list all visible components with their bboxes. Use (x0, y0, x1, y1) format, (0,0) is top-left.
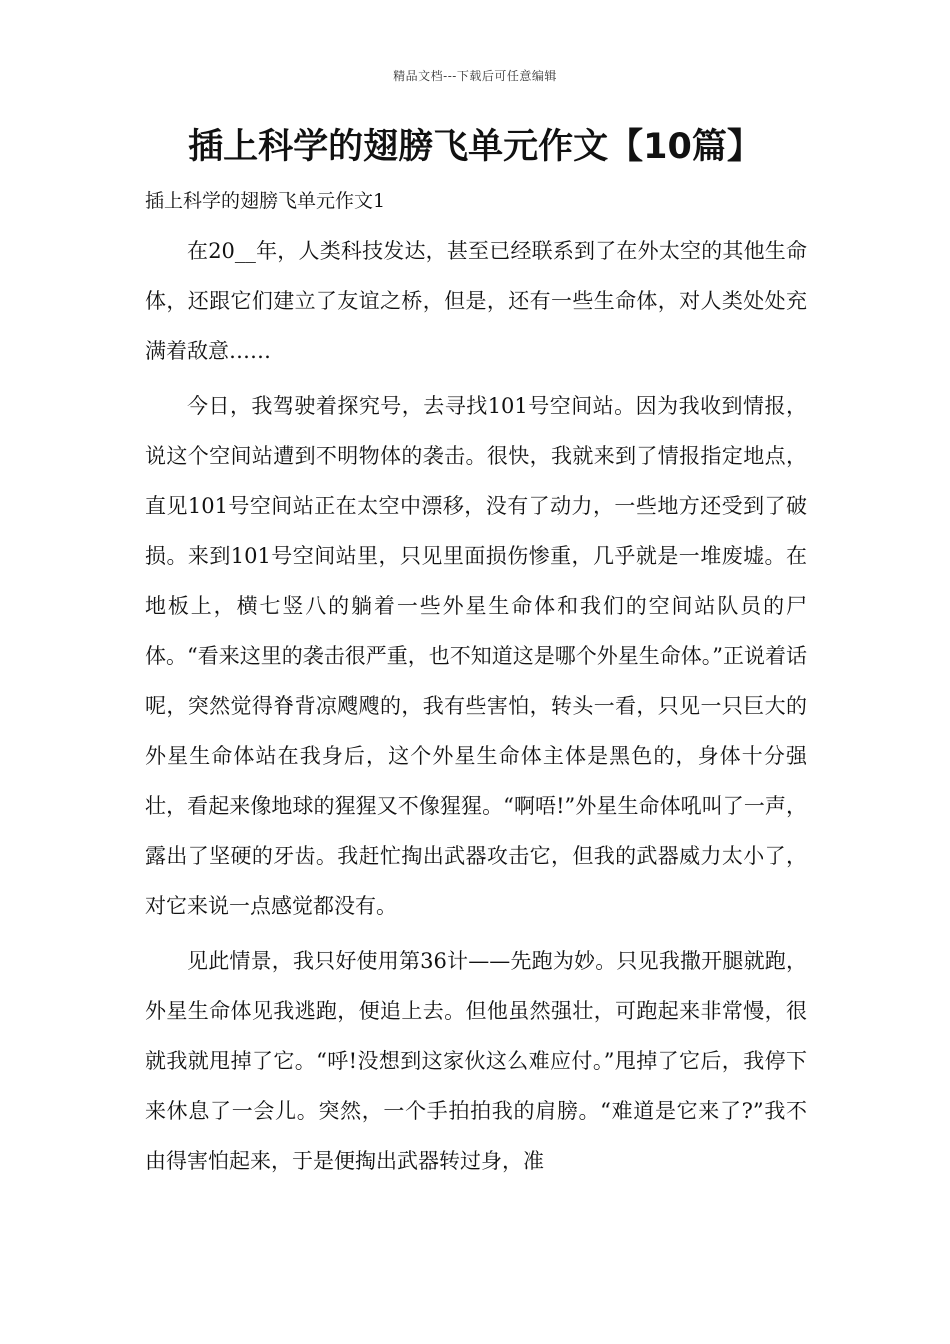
paragraph: 在20__年，人类科技发达，甚至已经联系到了在外太空的其他生命体，还跟它们建立了友谊之桥，但是，还有一些生命体，对人类处处充满着敌意…… (145, 239, 807, 363)
body-text (145, 226, 807, 1191)
header-note: 精品文档---下载后可任意编辑 (393, 69, 557, 83)
document-title: 插上科学的翅膀飞单元作文【10篇】 (188, 127, 762, 167)
section-subtitle: 插上科学的翅膀飞单元作文1 (145, 190, 386, 212)
paragraph: 今日，我驾驶着探究号，去寻找101号空间站。因为我收到情报，说这个空间站遭到不明物体的袭击。很快，我就来到了情报指定地点，直见101号空间站正在太空中漂移，没有了动力，一些地方还受到了破损。来到101号空间站里，只见里面损伤惨重，几乎就是一堆废墟。在地板上，横七竖八的躺着一些外星生命体和我们的空间站队员的尸体。“看来这里的袭击很严重，也不知道这是哪个外星生命体。”正说着话呢，突然觉得脊背凉飕飕的，我有些害怕，转头一看，只见一只巨大的外星生命体站在我身后，这个外星生命体主体是黑色的，身体十分强壮，看起来像地球的猩猩又不像猩猩。“啊唔!”外星生命体吼叫了一声，露出了坚硬的牙齿。我赶忙掏出武器攻击它，但我的武器威力太小了，对它来说一点感觉都没有。 (145, 394, 807, 918)
paragraph: 见此情景，我只好使用第36计——先跑为妙。只见我撒开腿就跑，外星生命体见我逃跑，便追上去。但他虽然强壮，可跑起来非常慢，很就我就甩掉了它。“呼!没想到这家伙这么难应付。”甩掉了它后，我停下来休息了一会儿。突然，一个手拍拍我的肩膀。“难道是它来了?”我不由得害怕起来，于是便掏出武器转过身，准 (145, 949, 807, 1173)
